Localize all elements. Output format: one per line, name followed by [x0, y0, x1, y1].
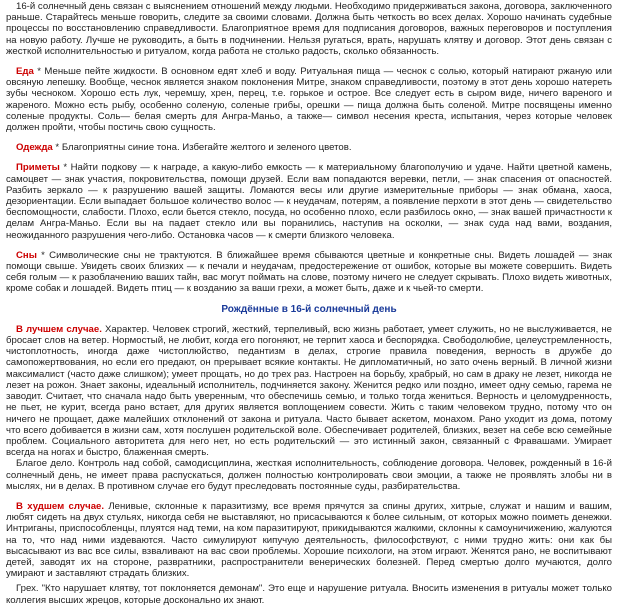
best-case-keyword: В лучшем случае.	[16, 323, 102, 335]
clothing-keyword: Одежда	[16, 142, 53, 154]
omens-text: * Найти подкову — к награде, а какую-либо емкость — к материальному благополучию и удаче. Найти цветной камень, самоцвет — знак участия, покровительства, помощи друзей. Если вам попадаются веревки, петли, — знак спасения от опасностей. Разбить зеркало — к разрушению вашей защиты. Ломаются весы или другие измерительные приборы — знак обмана, хаоса, дезориентации. Если выпадает большое количество волос — к неудачам, потерям, а появление перхоти в этот день — свидетельство беспомощности, слабости. Плохо, если бьется стекло, посуда, но особенно плохо, если разбилось окно, — знак вашей причастности к делам Ангра-Маньо. Если вы на падает стекло или вы поранились, наступив на осколки, — знак суда над вами, воздания, неожиданного разрушения чего-либо. Остановка часов — к смерти близкого человека.	[6, 162, 612, 241]
food-text: * Меньше пейте жидкости. В основном едят хлеб и воду. Ритуальная пища — чеснок с солью, который натирают ржаную или овсяную лепешку. Вообще, чеснок является знаком поклонения Митре, знаком справедливости, поэтому в этот день хорошо натереть зубы чесноком. Хорошо есть лук, черемшу, хрен, перец, т.е. горькое и острое. Все следует есть в сыром виде, ничего вареного и жареного. Можно есть рыбу, особенно соленую, соленые грибы, орешки — пища должна быть соленой. Митре посвящены именно соленые продукты. Соль— белая смерть для Ангра-Маньо, а также— символ несения креста, испытания, через которые человек должен пройти, чтобы постичь свою сущность.	[6, 66, 612, 134]
clothing-paragraph	[6, 142, 612, 153]
best-case-paragraph	[6, 324, 612, 458]
worst-case-keyword: В худшем случае.	[16, 500, 105, 512]
omens-keyword: Приметы	[16, 162, 60, 174]
dreams-text: * Символические сны не трактуются. В ближайшее время сбываются цветные и конкретные сны. Видеть лошадей — знак помощи свыше. Увидеть своих близких — к печали и неудачам, предостережение от ошибок, которые вы можете совершить. Видеть себя голым — к разоблачению ваших тайн, вас могут поймать на слове, поэтому ничего не следует скрывать. Плохо видеть животных, кроме собак и лошадей. Видеть птиц — к возданию за ваши грехи, а может быть, даже и к чьей-то смерти.	[6, 249, 612, 295]
clothing-text: * Благоприятны синие тона. Избегайте желтого и зеленого цветов.	[52, 142, 352, 154]
worst-case-text: Ленивые, склонные к паразитизму, все время прячутся за спины других, хитрые, служат и нашим и вашим, любят сидеть на двух стульях, никогда себя не выставляют, но присасываются к более сильным, от которых можно поиметь денежки. Интриганы, приспособленцы, плуятся над теми, на ком паразитируют, прикидываются жалкими, склонны к самоуничижению, жалуются на то, что над ними издеваются. Часто симулируют кипучую деятельность, философствуют, с ними трудно жить: они как бы высасывают из вас все силы, взваливают на вас свои проблемы. Хорошие психологи, на этом играют. Женятся рано, не воспитывают детей, заводят их на стороне, развратники, распространители венерических болезней. Перед смертью долго мучаются, долго умирают и заставляют страдать близких.	[6, 500, 612, 580]
food-paragraph	[6, 66, 612, 133]
worst-case-paragraph	[6, 501, 612, 579]
dreams-keyword: Сны	[16, 249, 37, 261]
omens-paragraph	[6, 162, 612, 240]
born-heading: Рождённые в 16-й солнечный день	[221, 303, 397, 315]
intro-paragraph: 16-й солнечный день связан с выяснением отношений между людьми. Необходимо придерживаться закона, договора, заключенного раньше. Старайтесь меньше говорить, следите за своими словами. Должна быть четкость во всех делах. Хорошо начинать судебные процессы по восстановлению справедливости. Благоприятное время для подписания договоров, важных переговоров и поступления на новую работу. Лучше не руководить, а быть в подчинении. Нельзя ругаться, врать, нарушать клятву и договор. Этот день связан с жесткой исполнительностью и ритуалом, когда работа не столько радость, сколько обязанность.	[6, 1, 612, 57]
sin-paragraph: Грех. "Кто нарушает клятву, тот поклоняется демонам". Это еще и нарушение ритуала. Вносить изменения в ритуалы может только коллегия высших жрецов, которые досконально их знают.	[6, 583, 612, 606]
best-case-text: Характер. Человек строгий, жесткий, терпеливый, всю жизнь работает, умеет служить, но не выслуживается, не бросает слов на ветер. Нормостый, не любит, когда его погоняют, не терпит хаоса и беспорядка. Свободолюбие, целеустремленность, чистоплотность, иногда даже чистоплюйство, педантизм в делах, строгие правила поведения, верность в дружбе до самопожертвования, но если его предают, он прерывает всякие контакты. Не дипломатичный, но зато очень верный. В личной жизни максималист (часто даже слишком); умеет прощать, но до трех раз. Настроен на борьбу, храбрый, но сам в драку не лезет, никогда не лезет на рожон. Знает законы, идеальный исполнитель, подчиняется закону. Женится редко или поздно, имеет одну семью, гарема не заводит. Считает, что сначала надо быть уверенным, что обеспечишь семью, и только тогда жениться. Верность и целомудренность, не пьет, не курит, всегда рано встает, для других является воплощением совести. Жить с таким человеком трудно, потому что он ничего не прощает, даже малейших отклонений от закона и ритуала. Часто бывает аскетом, монахом. Рано уходит из дома, потому что всего добивается в жизни сам, хотя послушен родительской воле. Обеспечивает родителей, близких, везет на себе всю семейные проблем. Социального авторитета для него нет, но есть родительский — это истинный закон, связанный с Фравашами. Умирает всегда на ногах и быстро, блаженная смерть.	[6, 323, 612, 459]
food-keyword: Еда	[16, 66, 34, 78]
good-deed-paragraph: Благое дело. Контроль над собой, самодисциплина, жесткая исполнительность, соблюдение договора. Человек, рожденный в 16-й солнечный день, не имеет права распускаться, должен полностью контролировать свои эмоции, а также не проявлять злобы ни в мыслях, ни в делах. В противном случае его будут преследовать постоянные суды, разбирательства.	[6, 458, 612, 492]
dreams-paragraph	[6, 250, 612, 295]
